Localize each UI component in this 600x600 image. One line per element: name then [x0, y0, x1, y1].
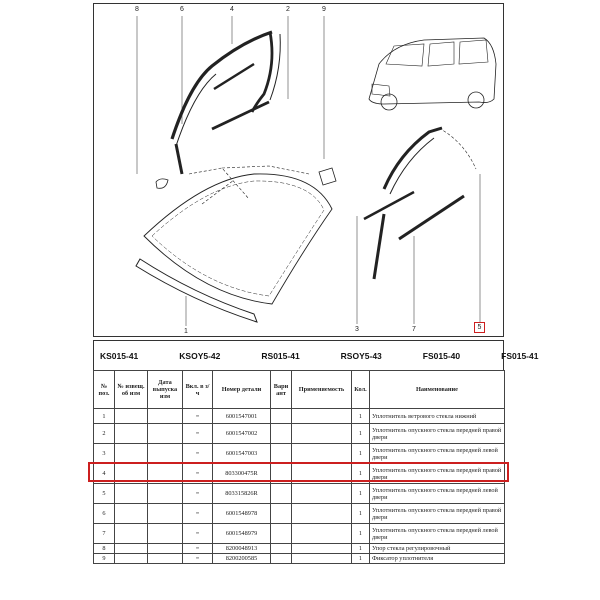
cell-incl: =: [183, 464, 213, 484]
cell-part-no: 6001547003: [213, 444, 271, 464]
cell-part-no: 803315826R: [213, 484, 271, 504]
diagram-drawing: [94, 4, 505, 338]
header-pos: № поз.: [94, 371, 115, 409]
table-row[interactable]: [94, 464, 505, 484]
cell-incl: =: [183, 424, 213, 444]
cell-qty: 1: [352, 484, 370, 504]
cell-name: Уплотнитель опускного стекла передней правой двери: [370, 504, 505, 524]
table-row[interactable]: [94, 409, 505, 424]
parts-diagram: [93, 3, 504, 337]
callout-9: 9: [322, 6, 326, 13]
cell-qty: 1: [352, 424, 370, 444]
cell-pos: 7: [94, 524, 115, 544]
cell-incl: =: [183, 484, 213, 504]
callout-6: 6: [180, 6, 184, 13]
model-code: FS015-41: [501, 350, 539, 361]
cell-incl: =: [183, 554, 213, 564]
header-date: Дата выпуска изм: [148, 371, 183, 409]
header-applicability: Применяемость: [292, 371, 352, 409]
callout-3: 3: [355, 326, 359, 333]
model-code: RS015-41: [261, 350, 300, 361]
header-part-no: Номер детали: [213, 371, 271, 409]
cell-pos: 6: [94, 504, 115, 524]
cell-part-no: 6001548979: [213, 524, 271, 544]
table-row[interactable]: [94, 504, 505, 524]
callout-4: 4: [230, 6, 234, 13]
model-code: RSOY5-43: [340, 350, 382, 361]
cell-pos: 2: [94, 424, 115, 444]
cell-pos: 3: [94, 444, 115, 464]
cell-name: Упор стекла регулировочный: [370, 544, 505, 554]
model-codes-row: [93, 340, 539, 370]
cell-name: Уплотнитель опускного стекла передней левой двери: [370, 484, 505, 504]
cell-incl: =: [183, 544, 213, 554]
table-row[interactable]: [94, 524, 505, 544]
table-row-highlighted[interactable]: [94, 484, 505, 504]
cell-incl: =: [183, 504, 213, 524]
cell-pos: 1: [94, 409, 115, 424]
cell-qty: 1: [352, 524, 370, 544]
cell-part-no: 6001547001: [213, 409, 271, 424]
cell-pos: 5: [94, 484, 115, 504]
cell-pos: 8: [94, 544, 115, 554]
cell-name: Уплотнитель опускного стекла передней левой двери: [370, 444, 505, 464]
header-variant: Вари ант: [271, 371, 292, 409]
cell-name: Уплотнитель опускного стекла передней правой двери: [370, 464, 505, 484]
cell-name: Уплотнитель опускного стекла передней правой двери: [370, 424, 505, 444]
cell-name: Уплотнитель ветрового стекла нижний: [370, 409, 505, 424]
header-incl: Вкл. в з/ч: [183, 371, 213, 409]
callout-5-highlighted: 5: [474, 322, 485, 333]
header-notice: № извещ. об изм: [115, 371, 148, 409]
cell-name: Фиксатор уплотнителя: [370, 554, 505, 564]
table-row[interactable]: [94, 554, 505, 564]
cell-part-no: 803300475R: [213, 464, 271, 484]
cell-part-no: 6001548978: [213, 504, 271, 524]
cell-part-no: 8200200585: [213, 554, 271, 564]
cell-qty: 1: [352, 444, 370, 464]
parts-table: [93, 370, 505, 564]
model-code: FS015-40: [422, 350, 461, 361]
callout-7: 7: [412, 326, 416, 333]
cell-pos: 4: [94, 464, 115, 484]
cell-incl: =: [183, 444, 213, 464]
table-row[interactable]: [94, 544, 505, 554]
cell-incl: =: [183, 409, 213, 424]
cell-qty: 1: [352, 409, 370, 424]
cell-qty: 1: [352, 554, 370, 564]
cell-qty: 1: [352, 544, 370, 554]
cell-name: Уплотнитель опускного стекла передней левой двери: [370, 524, 505, 544]
callout-2: 2: [286, 6, 290, 13]
callout-1: 1: [184, 328, 188, 335]
header-qty: Кол.: [352, 371, 370, 409]
table-row[interactable]: [94, 444, 505, 464]
cell-incl: =: [183, 524, 213, 544]
model-code: KS015-41: [100, 350, 139, 361]
model-code: KSOY5-42: [179, 350, 221, 361]
header-name: Наименование: [370, 371, 505, 409]
cell-qty: 1: [352, 464, 370, 484]
callout-8: 8: [135, 6, 139, 13]
cell-part-no: 8200048913: [213, 544, 271, 554]
cell-part-no: 6001547002: [213, 424, 271, 444]
table-row[interactable]: [94, 424, 505, 444]
cell-qty: 1: [352, 504, 370, 524]
table-header-row: [94, 371, 505, 409]
cell-pos: 9: [94, 554, 115, 564]
